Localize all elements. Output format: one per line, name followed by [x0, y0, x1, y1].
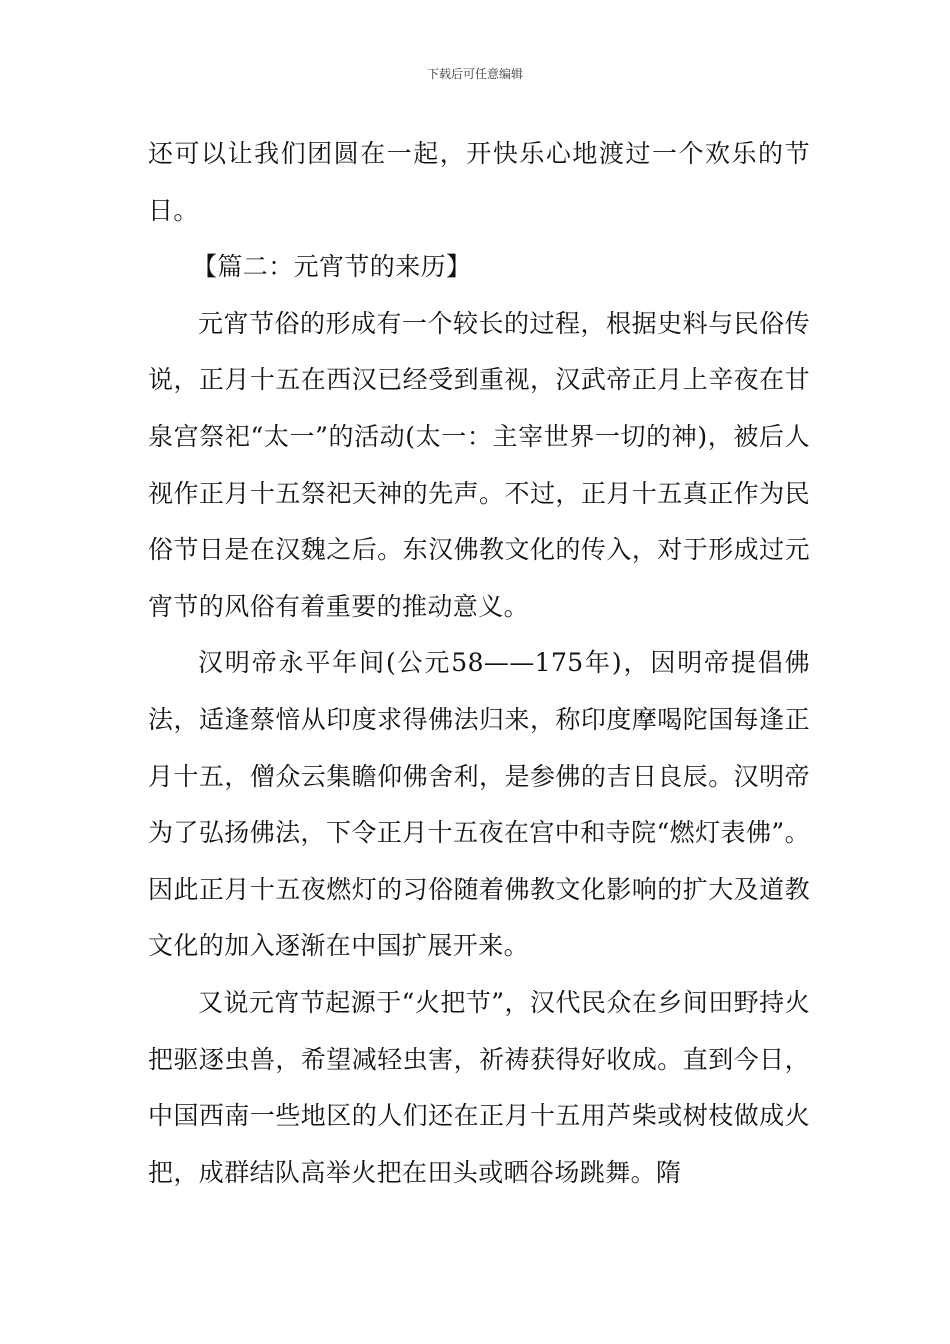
paragraph-origin: 元宵节俗的形成有一个较长的过程，根据史料与民俗传说，正月十五在西汉已经受到重视，汉武帝正月上辛夜在甘泉宫祭祀“太一”的活动(太一：主宰世界一切的神)，被后人视作正月十五祭祀天神的先声。不过，正月十五真正作为民俗节日是在汉魏之后。东汉佛教文化的传入，对于形成过元宵节的风俗有着重要的推动意义。: [148, 308, 810, 621]
paragraph-han-mingdi: 汉明帝永平年间(公元58——175年)，因明帝提倡佛法，适逢蔡愔从印度求得佛法归来，称印度摩喝陀国每逢正月十五，僧众云集瞻仰佛舍利，是参佛的吉日良辰。汉明帝为了弘扬佛法，下令正月十五夜在宫中和寺院“燃灯表佛”。因此正月十五夜燃灯的习俗随着佛教文化影响的扩大及道教文化的加入逐渐在中国扩展开来。: [148, 648, 810, 961]
paragraph-torch-festival: 又说元宵节起源于“火把节”，汉代民众在乡间田野持火把驱逐虫兽，希望减轻虫害，祈祷获得好收成。直到今日，中国西南一些地区的人们还在正月十五用芦柴或树枝做成火把，成群结队高举火把在田头或晒谷场跳舞。隋: [148, 987, 810, 1187]
paragraph-continuation: 还可以让我们团圆在一起，开快乐心地渡过一个欢乐的节日。: [148, 139, 810, 225]
section-heading: 【篇二：元宵节的来历】: [192, 252, 472, 282]
document-body: [148, 126, 810, 1201]
page-header: 下载后可任意编辑: [426, 67, 523, 81]
